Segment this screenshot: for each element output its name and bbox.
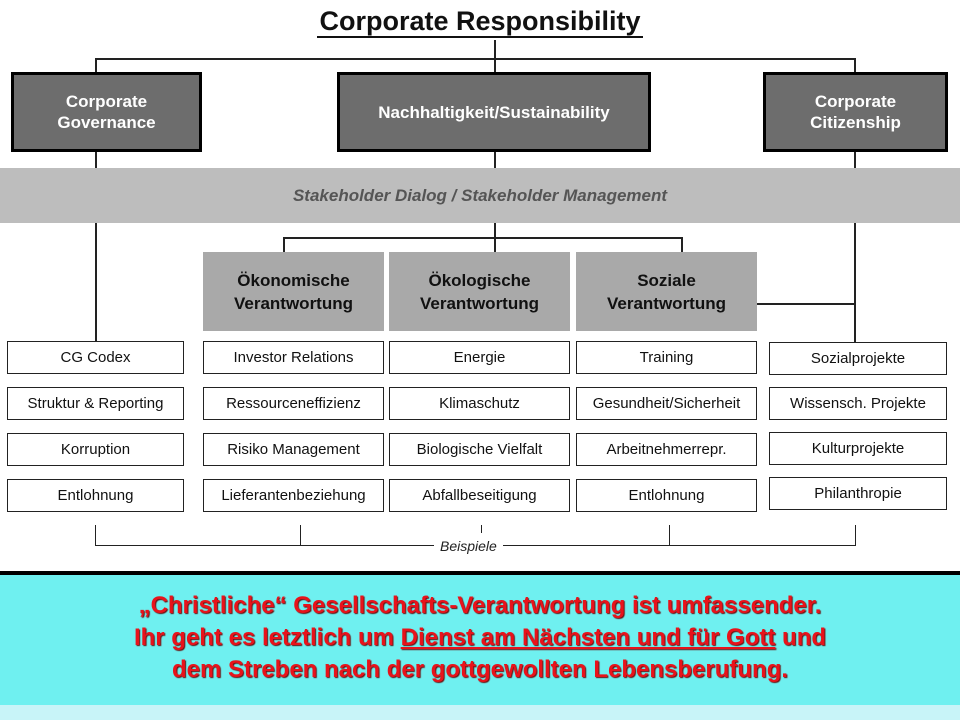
bracket-tick — [669, 525, 670, 546]
box-label: Nachhaltigkeit/Sustainability — [378, 102, 610, 122]
box-label: Corporate Governance — [57, 92, 156, 132]
statement-line-1: „Christliche“ Gesellschafts-Verantwortung ist umfassender. — [138, 592, 822, 619]
bracket-tick — [855, 525, 856, 546]
leaf-box — [389, 387, 570, 420]
leaf-box — [389, 433, 570, 466]
box-soziale-verantwortung — [576, 252, 757, 331]
box-corporate-governance — [11, 72, 202, 152]
box-label: Ökologische Verantwortung — [419, 270, 539, 313]
connector-line — [681, 237, 683, 252]
statement-line-2 — [0, 622, 960, 654]
leaf-label: Risiko Management — [227, 441, 360, 458]
box-oekonomische-verantwortung — [203, 252, 384, 331]
leaf-label: Lieferantenbeziehung — [221, 487, 366, 504]
leaf-box — [769, 342, 947, 375]
connector-line — [283, 237, 683, 239]
statement-text — [0, 590, 960, 686]
leaf-box — [203, 341, 384, 374]
bracket-tick — [300, 525, 301, 546]
leaf-box — [7, 433, 184, 466]
leaf-label: Sozialprojekte — [810, 350, 906, 367]
leaf-label: Gesundheit/Sicherheit — [592, 395, 741, 412]
statement-line-3: dem Streben nach der gottgewollten Lebensberufung. — [171, 656, 789, 683]
box-label: Corporate Citizenship — [810, 92, 901, 132]
leaf-label: Investor Relations — [233, 349, 354, 366]
connector-line — [283, 237, 285, 252]
stakeholder-band — [0, 168, 960, 223]
leaf-label: Arbeitnehmerrepr. — [606, 441, 727, 458]
leaf-label: Entlohnung — [628, 487, 705, 504]
beispiele-label: Beispiele — [434, 538, 503, 554]
bracket-tick — [95, 525, 96, 546]
leaf-label: Kulturprojekte — [811, 440, 905, 457]
leaf-box — [769, 387, 947, 420]
diagram-title — [0, 6, 960, 38]
statement-line-2-pre: Ihr geht es letztlich um — [133, 624, 401, 651]
leaf-box — [576, 479, 757, 512]
leaf-box — [7, 479, 184, 512]
leaf-box — [576, 433, 757, 466]
leaf-box — [769, 477, 947, 510]
band-label: Stakeholder Dialog / Stakeholder Management — [292, 185, 668, 205]
leaf-box — [389, 341, 570, 374]
leaf-label: Entlohnung — [57, 487, 134, 504]
statement-underlined: Dienst am Nächsten und für Gott — [400, 624, 776, 651]
statement-line-2-post: und — [775, 624, 827, 651]
leaf-label: Korruption — [60, 441, 131, 458]
leaf-box — [203, 387, 384, 420]
box-oekologische-verantwortung — [389, 252, 570, 331]
leaf-label: Philanthropie — [814, 485, 902, 502]
diagram-title-text: Corporate Responsibility — [319, 6, 641, 36]
connector-line — [95, 58, 856, 60]
leaf-box — [7, 387, 184, 420]
leaf-box — [576, 387, 757, 420]
leaf-label: CG Codex — [60, 349, 131, 366]
box-label: Ökonomische Verantwortung — [233, 270, 353, 313]
leaf-box — [769, 432, 947, 465]
leaf-label: Energie — [453, 349, 506, 366]
connector-line — [756, 303, 855, 305]
leaf-label: Struktur & Reporting — [27, 395, 164, 412]
leaf-box — [203, 479, 384, 512]
leaf-box — [576, 341, 757, 374]
box-corporate-citizenship — [763, 72, 948, 152]
leaf-box — [203, 433, 384, 466]
leaf-label: Wissensch. Projekte — [790, 395, 926, 412]
box-label: Soziale Verantwortung — [606, 270, 726, 313]
leaf-label: Klimaschutz — [439, 395, 520, 412]
leaf-label: Biologische Vielfalt — [416, 441, 543, 458]
leaf-label: Training — [639, 349, 694, 366]
leaf-box — [7, 341, 184, 374]
bracket-tick — [481, 525, 482, 533]
box-sustainability — [337, 72, 651, 152]
leaf-box — [389, 479, 570, 512]
leaf-label: Abfallbeseitigung — [422, 487, 537, 504]
leaf-label: Ressourceneffizienz — [226, 395, 361, 412]
footer-strip — [0, 705, 960, 720]
